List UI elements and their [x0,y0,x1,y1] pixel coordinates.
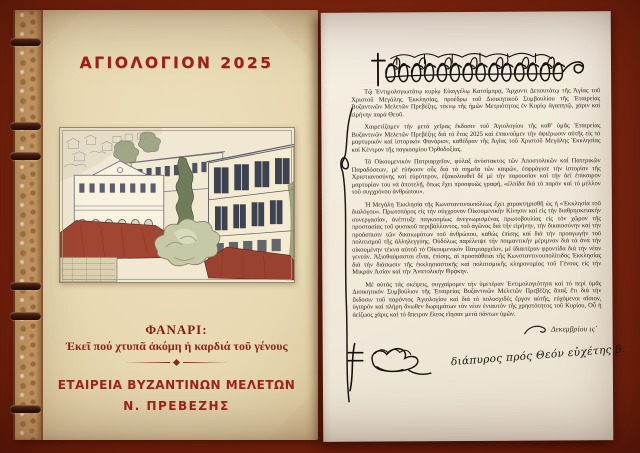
signature-text: διάπυρος πρός Θεόν εὐχέτης β. [450,342,626,369]
letter-paragraph: Χαιρετίζομεν τήν μετά χεῖρας ἔκδοσιν τοῦ Ἁγιολογίου τῆς καθ’ ὑμᾶς Ἑταιρείας Βυζαντινῶν Μελετῶν Πρεβέζης διά τό ἔτος 2025 καί ἐπαινοῦμεν τήν ἀφιέρωσιν αὐτῆς εἰς τό μαρτυρικόν καί ἱστορικόν Φανάριον, καθέδραν τῆς Ἁγίας τοῦ Χριστοῦ Μεγάλης Ἐκκλησίας καί Κέντρον τῆς παγκοσμίου Ὀρθοδοξίας. [351,122,601,154]
caption-heading: ΦΑΝΑΡΙ: [145,322,208,337]
date-text: Δεκεμβρίου ις΄ [551,324,598,334]
publisher-line-2: Ν. ΠΡΕΒΕΖΗΣ [123,399,230,413]
date-line [353,322,598,337]
letter-paragraph: Τῷ Ἐντιμολογιωτάτῳ κυρίῳ Εὐαγγέλῳ Κατσίμπρᾳ, Ἄρχοντι Δεπουτάτῳ τῆς Ἁγίας τοῦ Χριστοῦ Μεγάλης Ἐκκλησίας, προέδρῳ τοῦ Διοικητικοῦ Συμβουλίου τῆς Ἑταιρείας Βυζαντινῶν Μελετῶν Πρεβέζης, τέκνῳ τῆς ἡμῶν Μετριότητος ἐν Κυρίῳ ἀγαπητῷ, χάριν καί εἰρήνην παρά Θεοῦ. [351,87,601,119]
publisher-line-1: ΕΤΑΙΡΕΙΑ ΒΥΖΑΝΤΙΝΩΝ ΜΕΛΕΤΩΝ [57,378,296,392]
letter-page [321,11,626,442]
binding-strap [10,152,41,160]
cover-title: ΑΓΙΟΛΟΓΙΟΝ 2025 [79,54,274,72]
cover-page [13,10,318,440]
patriarch-signature-monogram-icon [345,340,457,393]
decorative-spine [13,10,43,440]
caption-subtitle: Ἐκεῖ πού χτυπᾶ ἀκόμη ἡ καρδιά τοῦ γένους [65,339,288,353]
divider-ornament [39,360,314,365]
letter-paragraph: Τό Οἰκουμενικόν Πατριαρχεῖον, φύλαξ ἀνύστακτος τῶν Ἀποστολικῶν καί Πατερικῶν Παραδόσεων, μέ εὐήκοον οὖς διά τά σημεῖα τῶν καιρῶν, ἐσφράγισε τήν ἱστορίαν τῆς Χριστιανοσύνης καί εὐρύτερον, ἐξακολουθεῖ δέ μέ τήν παρουσίαν καί τήν ἀεί ἐπίκαιρον μαρτυρίαν του νά ἀποτελῇ, ὅπως ἔχει προσφυῶς γραφῆ, «ἐλπίδα διά τό παρόν καί τό μέλλον τοῦ συγχρόνου ἀνθρώπου». [351,157,601,196]
signature [353,337,626,391]
binding-strap [10,38,41,46]
divider-line [183,362,229,364]
letter-paragraph: Ἡ Μεγάλη Ἐκκλησία τῆς Κωνσταντινουπόλεως ἔχει χαρακτηρισθῆ ὡς ἡ «Ἐκκλησία τοῦ διαλόγου». Πρωτοπόρος εἰς τήν σύγχρονον Οἰκουμενικήν Κίνησιν καί εἰς τήν διαθρησκειακήν συνεργασίαν, ἀνέπτυξε παγκοσμίως ἀνεγνωρισμένας πρωτοβουλίας εἰς τόν χῶρον τῆς προστασίας τοῦ φυσικοῦ περιβάλλοντος, τοῦ ἀγῶνος διά τήν εἰρήνην, τήν δικαιοσύνην καί τήν προάσπισιν τῶν δικαιωμάτων τοῦ ἀνθρώπου, καθώς ἐπίσης καί διά τήν προαγωγήν τοῦ πολιτισμοῦ τῆς ἀλληλεγγύης. Οὐδόλως παρέλειψε τήν ποιμαντικήν μέριμναν διά τά ἀνά τήν οἰκουμένην τέκνα αὐτοῦ τό Οἰκουμενικόν Πατριαρχεῖον, μέ ἰδιαιτέραν φροντίδα διά τήν νέαν γενεάν. Ἀξιοθαύμαστοι εἶναι, ἐπίσης, αἱ προσπάθειαι τῆς Κωνσταντινουπολίτιδος Ἐκκλησίας διά τήν διάσωσιν τῆς ἐκκλησιαστικῆς καί πολιτισμικῆς κληρονομίας τοῦ Γένους εἰς τήν Μικράν Ἀσίαν καί τήν Ἀνατολικήν Θρᾴκην. [351,199,602,276]
fanari-buildings-sketch-illustration [60,128,294,282]
letter-paragraph: Μέ αὐτάς τάς σκέψεις, συγχαίρομεν τήν ὑμετέραν Ἐντιμολογιότητα καί τό περί ὑμᾶς Διοικητικόν Συμβούλιον τῆς Ἑταιρείας Βυζαντινῶν Μελετῶν Πρεβέζης ἅπαξ ἔτι διά τήν ἔκδοσιν τοῦ παρόντος Ἁγιολογίου καί διά τό πολυσχιδές ἔργον αὐτῆς, εὐχόμενοι αἴσιον, ὑγιηρόν καί πλήρη ἄνωθεν δωρημάτων τόν νέον ἐνιαυτόν τῆς χρηστότητος τοῦ Κυρίου, Οὗ ἡ ἀείζωος χάρις καί τό ἄπειρον ἔλεος εἴησαν μετά πάντων ὑμῶν. [352,279,602,319]
diamond-icon [173,359,180,366]
date-flourish-icon [523,323,549,337]
binding-strap [10,312,41,320]
letter-body [351,87,626,391]
cover-illustration-frame [59,127,295,283]
divider-line [124,362,170,364]
binding-strap [10,122,41,130]
binding-strap [10,282,41,290]
patriarchal-monocondyle-heading-icon [371,45,595,92]
binding-strap [10,405,41,413]
